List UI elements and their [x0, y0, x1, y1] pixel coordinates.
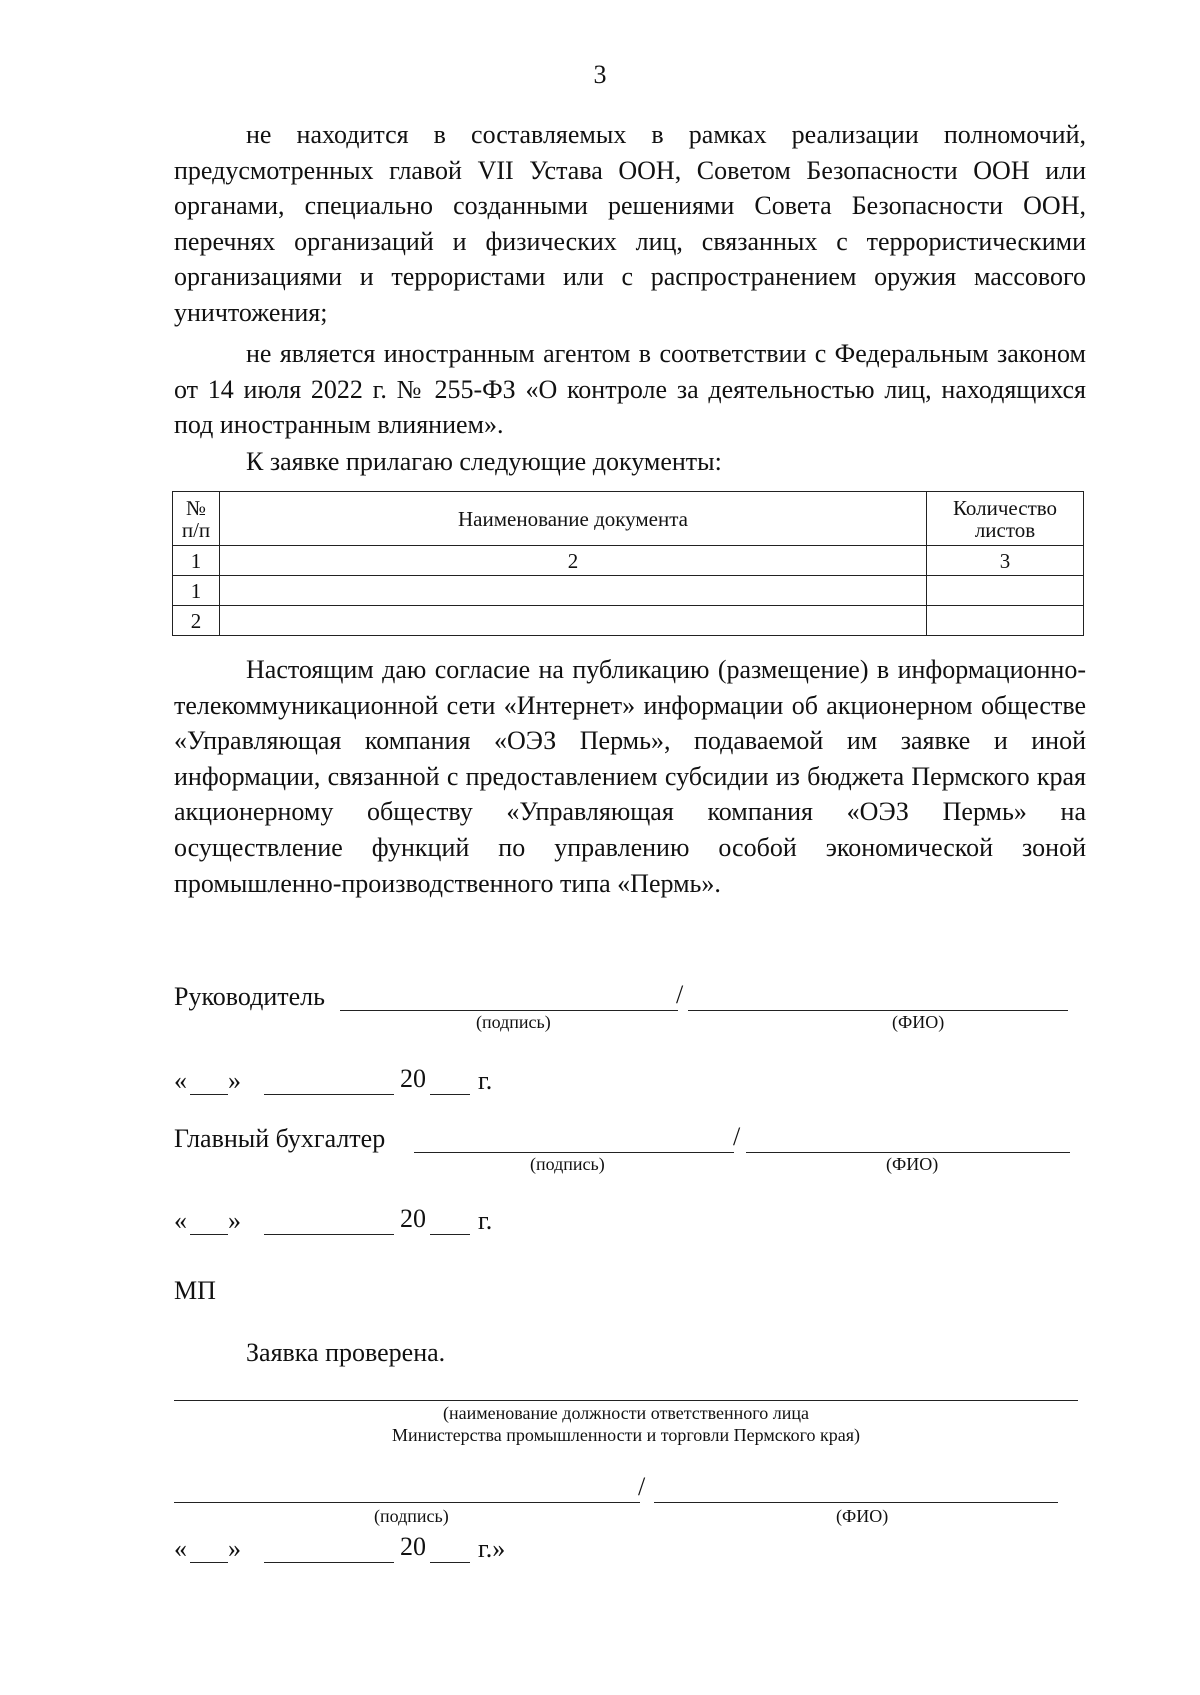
- paragraph-attachments-intro: К заявке прилагаю следующие документы:: [246, 447, 722, 476]
- date3-month-line: [264, 1562, 394, 1563]
- page-number: 3: [593, 60, 607, 89]
- accountant-slash: /: [733, 1122, 741, 1151]
- paragraph-un-lists: не находится в составляемых в рамках реализации полномочий, предусмотренных главой VII Устава ООН, Советом Безопасности ООН или органами, специально созданными решениями Совета Безопасности ООН, перечнях организаций и физических лиц, связанных с террористическими организациями и террористами или с распространением оружия массового уничтожения;: [174, 120, 1086, 327]
- date3-year-suffix: г.»: [478, 1534, 506, 1563]
- paragraph-foreign-agent: не является иностранным агентом в соответствии с Федеральным законом от 14 июля 2022 г. № 255-ФЗ «О контроле за деятельностью лиц, находящихся под иностранным влиянием».: [174, 339, 1086, 440]
- official-name-line: [654, 1502, 1058, 1503]
- head-name-hint: (ФИО): [892, 1012, 945, 1032]
- table-cell: [927, 606, 1084, 636]
- accountant-label: Главный бухгалтер: [174, 1124, 386, 1153]
- table-row: [173, 576, 1084, 606]
- table-cell: 1: [173, 546, 220, 576]
- head-name-line: [688, 1010, 1068, 1011]
- date3-close-quote: »: [228, 1534, 241, 1563]
- date3-day-line: [190, 1562, 228, 1563]
- accountant-signature-hint: (подпись): [530, 1154, 605, 1174]
- header-sheet-count: Количество листов: [927, 492, 1084, 546]
- table-header-row: [173, 492, 1084, 546]
- date1-open-quote: «: [174, 1066, 187, 1095]
- table-cell: 1: [173, 576, 220, 606]
- accountant-name-line: [746, 1152, 1070, 1153]
- date1-year-prefix: 20: [400, 1064, 426, 1093]
- date2-open-quote: «: [174, 1206, 187, 1235]
- accountant-name-hint: (ФИО): [886, 1154, 939, 1174]
- date2-close-quote: »: [228, 1206, 241, 1235]
- head-label: Руководитель: [174, 982, 325, 1011]
- table-numbering-row: [173, 546, 1084, 576]
- official-slash: /: [638, 1472, 646, 1501]
- table-cell: [927, 576, 1084, 606]
- date1-close-quote: »: [228, 1066, 241, 1095]
- position-hint-line1: (наименование должности ответственного лица: [443, 1403, 809, 1423]
- table-cell: [220, 576, 927, 606]
- date1-year-line: [430, 1094, 470, 1095]
- head-signature-hint: (подпись): [476, 1012, 551, 1032]
- date3-open-quote: «: [174, 1534, 187, 1563]
- date3-year-prefix: 20: [400, 1532, 426, 1561]
- table-cell: [220, 606, 927, 636]
- position-hint-line2: Министерства промышленности и торговли Пермского края): [391, 1425, 861, 1445]
- official-name-hint: (ФИО): [836, 1506, 889, 1526]
- date2-month-line: [264, 1234, 394, 1235]
- date1-year-suffix: г.: [478, 1066, 493, 1095]
- table-row: [173, 606, 1084, 636]
- head-signature-line: [340, 1010, 678, 1011]
- date2-year-suffix: г.: [478, 1206, 493, 1235]
- documents-table: [172, 491, 1084, 636]
- official-signature-hint: (подпись): [374, 1506, 449, 1526]
- application-checked: Заявка проверена.: [246, 1338, 446, 1367]
- header-document-name: Наименование документа: [220, 492, 927, 546]
- table-cell: 2: [220, 546, 927, 576]
- position-line: [174, 1400, 1078, 1401]
- date1-day-line: [190, 1094, 228, 1095]
- date1-month-line: [264, 1094, 394, 1095]
- date2-year-line: [430, 1234, 470, 1235]
- date2-day-line: [190, 1234, 228, 1235]
- header-number: № п/п: [173, 492, 220, 546]
- head-slash: /: [676, 980, 684, 1009]
- table-cell: 3: [927, 546, 1084, 576]
- date3-year-line: [430, 1562, 470, 1563]
- official-signature-line: [174, 1502, 640, 1503]
- date2-year-prefix: 20: [400, 1204, 426, 1233]
- accountant-signature-line: [414, 1152, 734, 1153]
- table-cell: 2: [173, 606, 220, 636]
- stamp-label: МП: [174, 1276, 216, 1305]
- paragraph-publication-consent: Настоящим даю согласие на публикацию (размещение) в информационно-телекоммуникационной сети «Интернет» информации об акционерном обществе «Управляющая компания «ОЭЗ Пермь», подаваемой им заявке и иной информации, связанной с предоставлением субсидии из бюджета Пермского края акционерному обществу «Управляющая компания «ОЭЗ Пермь» на осуществление функций по управлению особой экономической зоной промышленно-производственного типа «Пермь».: [174, 655, 1086, 898]
